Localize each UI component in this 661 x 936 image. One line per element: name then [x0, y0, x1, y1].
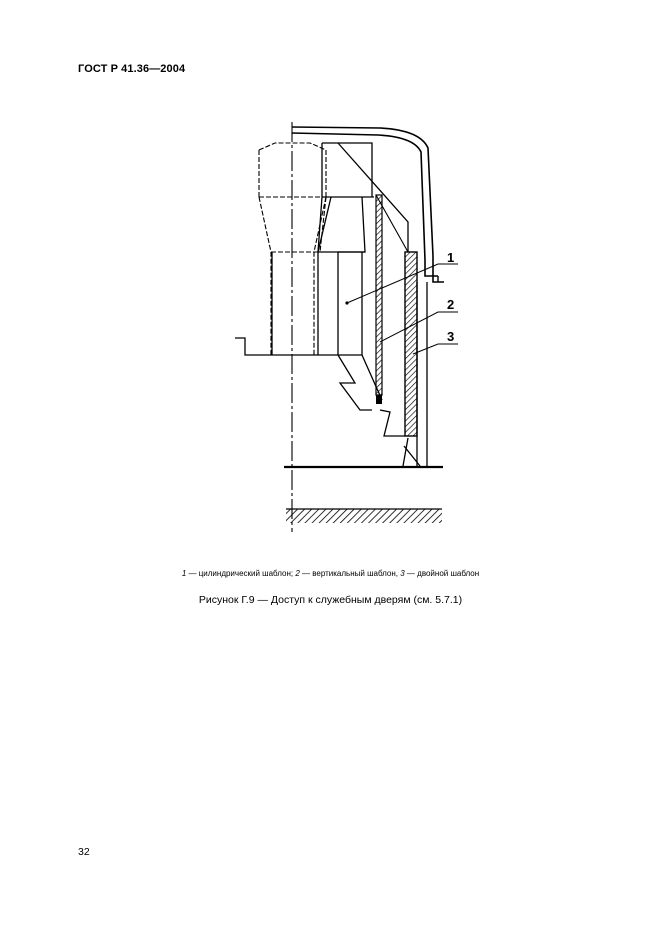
legend-num-1: 1 [181, 569, 187, 578]
legend-num-3: 3 [400, 569, 405, 578]
leader-lines [347, 264, 458, 354]
ground-hatch [286, 509, 442, 523]
callout-1: 1 [447, 250, 455, 265]
figure-legend [0, 569, 661, 578]
callout-2: 2 [447, 297, 455, 312]
vertical-template-lower [376, 395, 382, 404]
body-contour [292, 127, 444, 282]
left-body-outline [235, 252, 362, 355]
legend-text-3: — двойной шаблон [404, 569, 480, 578]
document-id-header: ГОСТ Р 41.36—2004 [78, 63, 186, 75]
double-template [405, 252, 417, 436]
leader-dot-1 [345, 301, 348, 304]
page-number: 32 [78, 846, 90, 858]
legend-text-1: — цилиндрический шаблон; [186, 569, 296, 578]
callout-3: 3 [447, 329, 455, 344]
legend-num-2: 2 [295, 569, 300, 578]
figure-caption: Рисунок Г.9 — Доступ к служебным дверям (см. 5.7.1) [198, 594, 463, 606]
door-frame [417, 282, 427, 466]
legend-text-2: — вертикальный шаблон, [299, 569, 401, 578]
vertical-template [376, 195, 382, 395]
